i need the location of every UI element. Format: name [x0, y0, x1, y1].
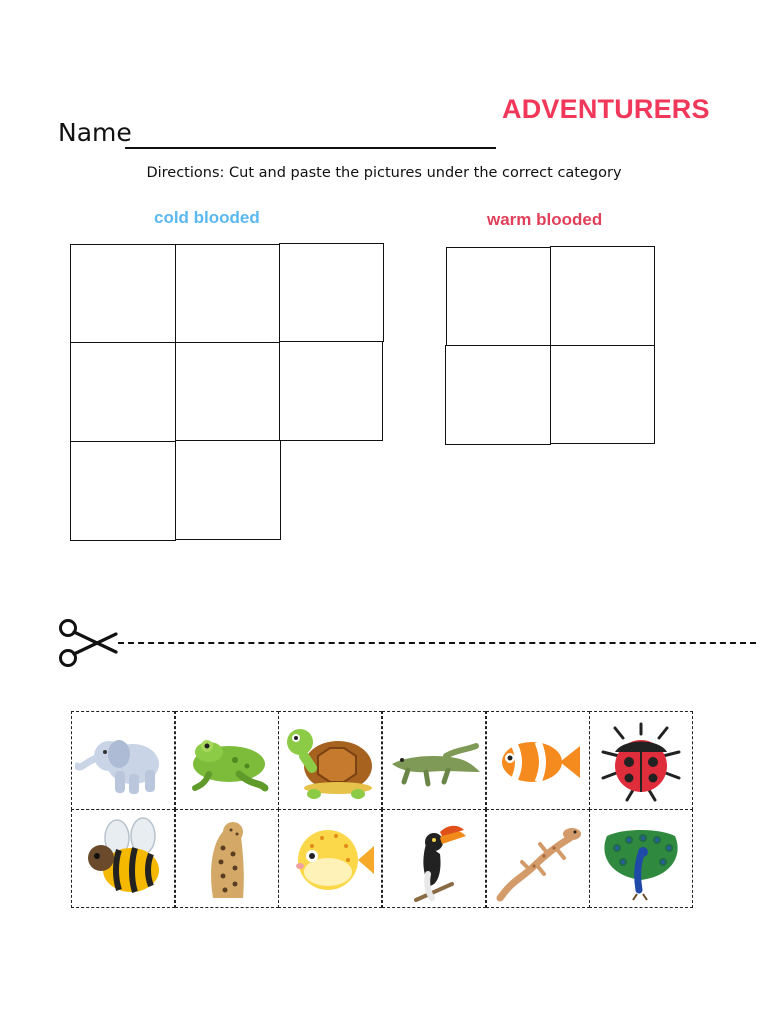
name-label: Name [58, 118, 132, 147]
pufferfish-icon [282, 814, 378, 904]
picture-card-elephant[interactable] [71, 711, 175, 810]
peacock-icon [593, 814, 689, 904]
turtle-icon [282, 716, 378, 806]
picture-card-lizard[interactable] [486, 809, 590, 908]
animal-picture-grid [71, 711, 693, 908]
cold-slot[interactable] [175, 244, 281, 343]
cold-blooded-heading: cold blooded [154, 208, 260, 227]
cut-line-row [56, 618, 706, 668]
picture-card-leopard[interactable] [175, 809, 279, 908]
cold-slot[interactable] [70, 441, 176, 541]
cold-slot[interactable] [175, 440, 281, 540]
picture-card-frog[interactable] [175, 711, 279, 810]
cold-slot[interactable] [70, 342, 176, 442]
warm-slot[interactable] [550, 345, 655, 444]
picture-card-bee[interactable] [71, 809, 175, 908]
name-input-line[interactable] [125, 147, 496, 149]
frog-icon [179, 716, 275, 806]
warm-slot[interactable] [550, 246, 655, 347]
cold-slot[interactable] [279, 341, 383, 441]
scissors-icon [56, 618, 118, 668]
clownfish-icon [490, 716, 586, 806]
dashed-cut-line [118, 642, 756, 644]
cold-slot[interactable] [70, 244, 176, 343]
directions-text: Directions: Cut and paste the pictures under the correct category [146, 165, 622, 181]
worksheet-title: ADVENTURERS [502, 94, 710, 124]
elephant-icon [75, 716, 171, 806]
picture-card-turtle[interactable] [278, 711, 382, 810]
picture-card-pufferfish[interactable] [278, 809, 382, 908]
picture-card-hornbill[interactable] [382, 809, 486, 908]
warm-slot[interactable] [445, 345, 551, 445]
lizard-icon [490, 814, 586, 904]
picture-card-ladybug[interactable] [589, 711, 693, 810]
warm-slot[interactable] [446, 247, 551, 347]
cold-slot[interactable] [175, 342, 281, 441]
picture-card-crocodile[interactable] [382, 711, 486, 810]
hornbill-icon [386, 814, 482, 904]
crocodile-icon [386, 716, 482, 806]
picture-card-clownfish[interactable] [486, 711, 590, 810]
cold-slot[interactable] [279, 243, 384, 342]
picture-card-peacock[interactable] [589, 809, 693, 908]
leopard-icon [179, 814, 275, 904]
ladybug-icon [593, 716, 689, 806]
warm-blooded-heading: warm blooded [487, 210, 603, 229]
bee-icon [75, 814, 171, 904]
